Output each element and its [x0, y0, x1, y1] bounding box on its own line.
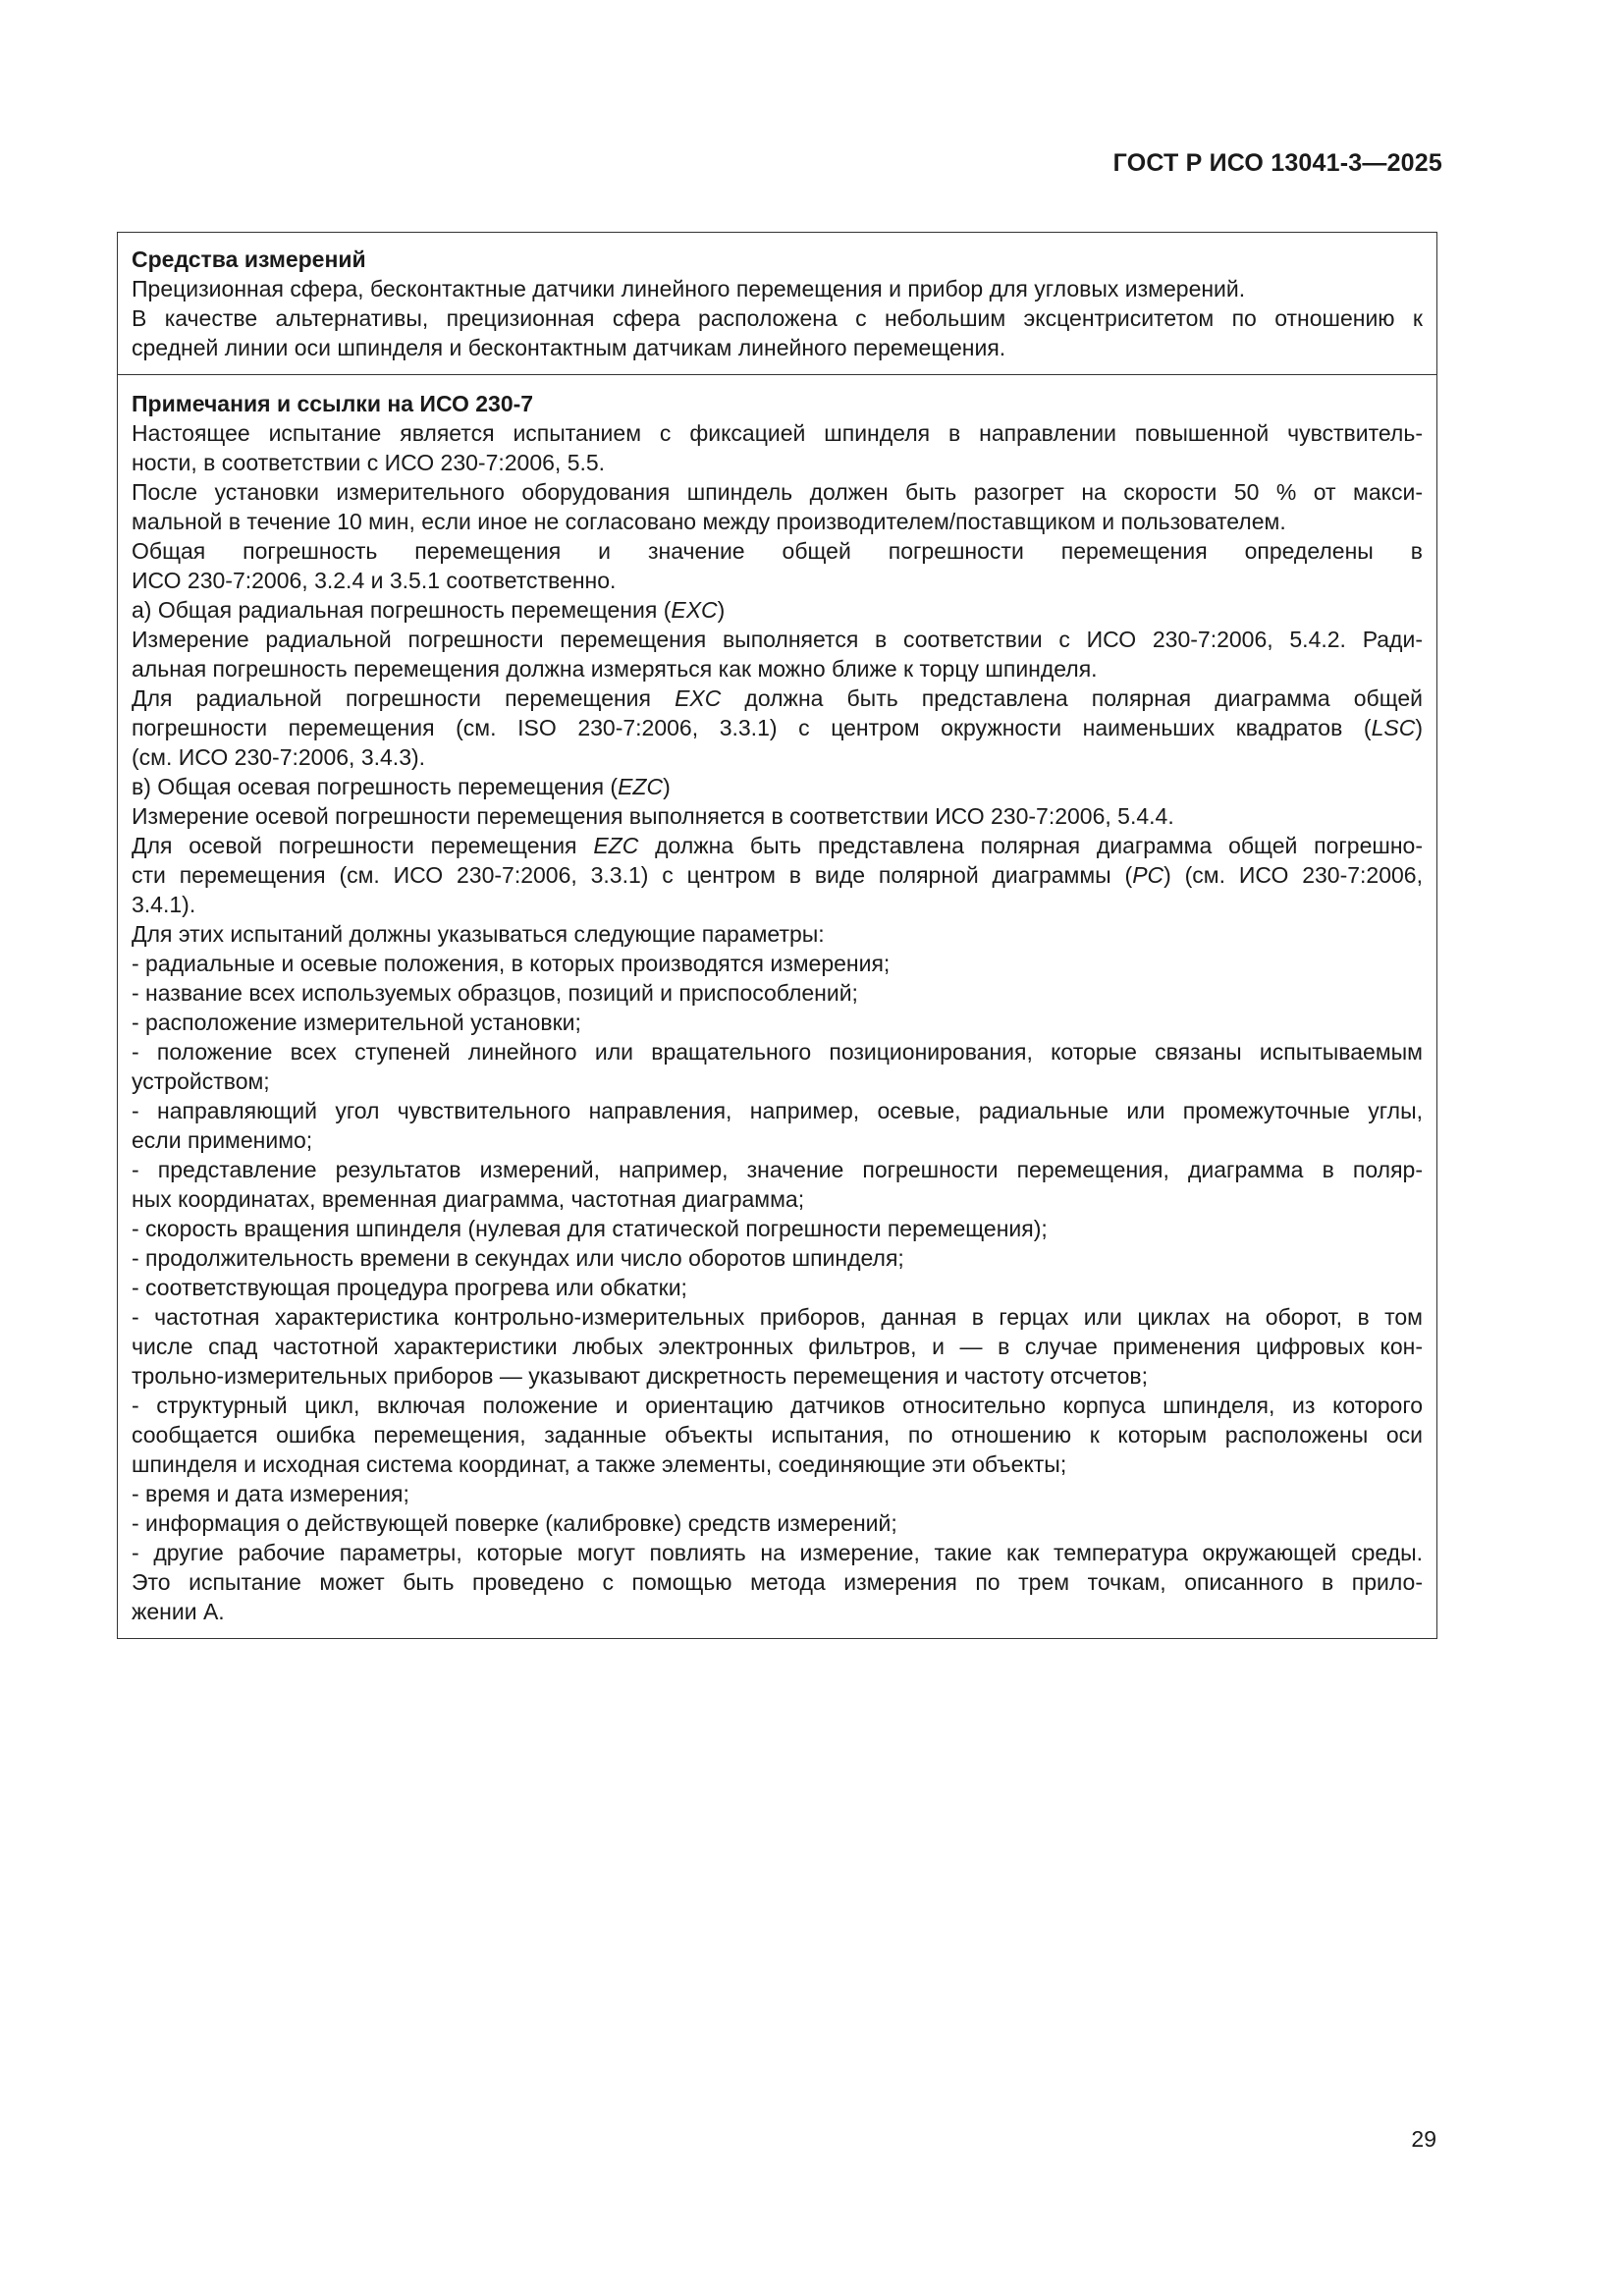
text-line: Измерение осевой погрешности перемещения выполняется в соответствии ИСО 230-7:2006, 5.4.4. [132, 803, 1174, 829]
list-item: - скорость вращения шпинделя (нулевая для статической погрешности перемещения); [132, 1216, 1048, 1241]
list-item: - радиальные и осевые положения, в которых производятся измерения; [132, 951, 891, 976]
text-line: Измерение радиальной погрешности перемещения выполняется в соответствии с ИСО 230-7:2006, 5.4.2. Ради- [132, 627, 1423, 652]
list-item: ных координатах, временная диаграмма, частотная диаграмма; [132, 1186, 805, 1212]
text-line: После установки измерительного оборудования шпиндель должен быть разогрет на скорости 50 % от макси- [132, 479, 1423, 505]
notes-cell [118, 374, 1436, 1638]
list-item: - направляющий угол чувствительного направления, например, осевые, радиальные или промежуточные углы, [132, 1098, 1423, 1123]
text-line: сти перемещения (см. ИСО 230-7:2006, 3.3.1) с центром в виде полярной диаграммы (PC) (см. ИСО 230-7:2006, [132, 862, 1423, 888]
notes-title: Примечания и ссылки на ИСО 230-7 [132, 391, 534, 416]
page-number: 29 [1411, 2126, 1436, 2152]
list-item: - время и дата измерения; [132, 1481, 409, 1506]
text-line: Настоящее испытание является испытанием с фиксацией шпинделя в направлении повышенной чувствитель- [132, 420, 1423, 446]
list-item: - представление результатов измерений, например, значение погрешности перемещения, диаграмма в поляр- [132, 1157, 1423, 1182]
document-code: ГОСТ Р ИСО 13041-3—2025 [1112, 149, 1442, 177]
list-item: шпинделя и исходная система координат, а также элементы, соединяющие эти объекты; [132, 1451, 1067, 1477]
measuring-means-cell [118, 233, 1436, 374]
list-item: - положение всех ступеней линейного или вращательного позиционирования, которые связаны испытываемым [132, 1039, 1423, 1065]
list-item: - другие рабочие параметры, которые могут повлиять на измерение, такие как температура окружающей среды. [132, 1540, 1423, 1565]
text-line: Общая погрешность перемещения и значение общей погрешности перемещения определены в [132, 538, 1423, 564]
list-item: если применимо; [132, 1127, 313, 1153]
list-item: - название всех используемых образцов, позиций и приспособлений; [132, 980, 858, 1006]
list-item: устройством; [132, 1068, 270, 1094]
list-item: - частотная характеристика контрольно-измерительных приборов, данная в герцах или циклах на оборот, в том [132, 1304, 1423, 1330]
text-line: мальной в течение 10 мин, если иное не согласовано между производителем/поставщиком и пользователем. [132, 509, 1286, 534]
text-line: жении А. [132, 1599, 225, 1624]
text-line: альная погрешность перемещения должна измеряться как можно ближе к торцу шпинделя. [132, 656, 1098, 682]
list-item: сообщается ошибка перемещения, заданные объекты испытания, по отношению к которым расположены оси [132, 1422, 1423, 1448]
list-item: - расположение измерительной установки; [132, 1010, 581, 1035]
list-item: - информация о действующей поверке (калибровке) средств измерений; [132, 1510, 897, 1536]
text-line: ИСО 230-7:2006, 3.2.4 и 3.5.1 соответственно. [132, 568, 617, 593]
text-line: Для этих испытаний должны указываться следующие параметры: [132, 921, 825, 947]
text-line: ности, в соответствии с ИСО 230-7:2006, 5.5. [132, 450, 606, 475]
test-table [117, 232, 1437, 1639]
list-item: трольно-измерительных приборов — указывают дискретность перемещения и частоту отсчетов; [132, 1363, 1148, 1389]
text-line: 3.4.1). [132, 892, 196, 917]
text-line: в) Общая осевая погрешность перемещения (EZC) [132, 774, 671, 799]
list-item: - соответствующая процедура прогрева или обкатки; [132, 1275, 687, 1300]
text-line: а) Общая радиальная погрешность перемещения (EXC) [132, 597, 726, 623]
text-line: Прецизионная сфера, бесконтактные датчики линейного перемещения и прибор для угловых измерений. [132, 276, 1246, 301]
text-line: средней линии оси шпинделя и бесконтактным датчикам линейного перемещения. [132, 335, 1006, 360]
text-line: Это испытание может быть проведено с помощью метода измерения по трем точкам, описанного в прило- [132, 1569, 1423, 1595]
text-line: погрешности перемещения (см. ISO 230-7:2006, 3.3.1) с центром окружности наименьших квадратов (LSC) [132, 715, 1423, 740]
text-line: (см. ИСО 230-7:2006, 3.4.3). [132, 744, 426, 770]
list-item: - продолжительность времени в секундах или число оборотов шпинделя; [132, 1245, 904, 1271]
text-line: Для осевой погрешности перемещения EZC должна быть представлена полярная диаграмма общей погрешно- [132, 833, 1423, 858]
list-item: - структурный цикл, включая положение и ориентацию датчиков относительно корпуса шпинделя, из которого [132, 1393, 1423, 1418]
text-line: В качестве альтернативы, прецизионная сфера расположена с небольшим эксцентриситетом по отношению к [132, 305, 1423, 331]
measuring-means-title: Средства измерений [132, 246, 366, 272]
text-line: Для радиальной погрешности перемещения EXC должна быть представлена полярная диаграмма общей [132, 685, 1423, 711]
list-item: числе спад частотной характеристики любых электронных фильтров, и — в случае применения цифровых кон- [132, 1334, 1423, 1359]
